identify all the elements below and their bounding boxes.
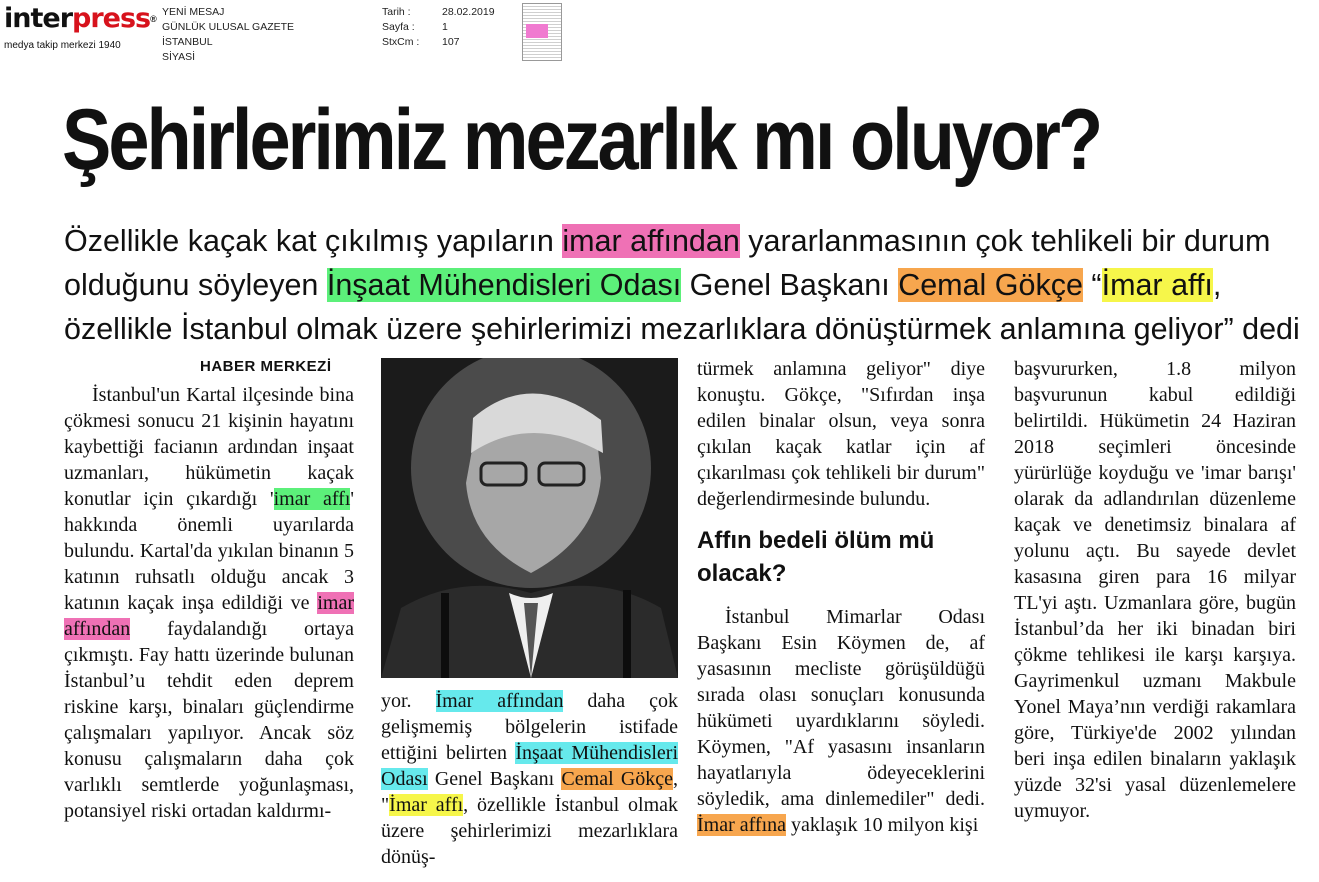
- logo-tagline: medya takip merkezi 1940: [4, 40, 121, 51]
- highlighted-term: İnşaat Mühendisleri Odası: [381, 742, 678, 790]
- thumbnail-highlight: [526, 24, 548, 38]
- meta-row-size: [382, 35, 495, 50]
- meta-value: 1: [442, 21, 448, 33]
- text-run: İstanbul Mimarlar Odası Başkanı Esin Köymen de, af yasasının mecliste görüşüldüğü sırada olası sonuçları konusunda hükümeti uyardıklarını söyledi. Köymen, "Af yasasını insanların hayatlarıyla ödeyeceklerini söyledik, ama dinlemediler" dedi.: [697, 606, 985, 810]
- subheading: Affın bedeli ölüm mü olacak?: [697, 527, 935, 587]
- publication-type: GÜNLÜK ULUSAL GAZETE: [162, 21, 295, 33]
- meta-row-date: [382, 5, 495, 20]
- highlighted-term: Cemal Gökçe: [561, 768, 674, 790]
- publication-name: YENİ MESAJ: [162, 6, 225, 18]
- text-run: Genel Başkanı: [681, 268, 899, 302]
- highlighted-term: İmar affına: [697, 814, 787, 836]
- meta-value: 107: [442, 36, 460, 48]
- highlighted-term: İmar affından: [435, 690, 564, 712]
- text-run: ' hakkında önemli uyarılarda bulundu. Kartal'da yıkılan binanın 5 katının ruhsatlı olduğu ancak 3 katının kaçak inşa edildiği ve: [64, 488, 354, 614]
- meta-key: Sayfa :: [382, 21, 415, 33]
- text-run: yararlanmasının çok tehlikeli bir durum olduğunu söyleyen: [64, 224, 1271, 302]
- meta-value: 28.02.2019: [442, 6, 495, 18]
- text-run: Özellikle kaçak kat çıkılmış yapıların: [64, 224, 563, 258]
- meta-key: StxCm :: [382, 36, 420, 48]
- paragraph: [697, 604, 985, 838]
- interpress-logo: [4, 4, 154, 60]
- paragraph: [64, 382, 354, 824]
- meta-row-page: [382, 20, 495, 35]
- column-4: [1014, 356, 1296, 824]
- clipping-meta: [382, 5, 495, 50]
- highlighted-term: imar affından: [64, 592, 354, 640]
- highlighted-term: İnşaat Mühendisleri Odası: [326, 268, 682, 302]
- highlighted-term: Cemal Gökçe: [898, 268, 1083, 302]
- text-run: “: [1082, 268, 1102, 302]
- text-run: , özellikle İstanbul olmak üzere şehirlerimizi mezarlıklara dönüştürmek anlamına geliyor” dedi: [64, 268, 1300, 346]
- headline: Şehirlerimiz mezarlık mı oluyor?: [62, 92, 1101, 188]
- paragraph: [381, 688, 678, 870]
- portrait-image: [381, 358, 678, 678]
- portrait-photo: [381, 358, 678, 678]
- paragraph: başvururken, 1.8 milyon başvurunun kabul edildiği belirtildi. Hükümetin 24 Haziran 2018 seçimleri öncesinde yürürlüğe koyduğu ve 'imar barışı' olarak da adlandırılan düzenleme kaçak ve denetimsiz binalara af yolunu açtı. Bu sayede devlet kasasına giren para 16 milyar TL'yi aştı. Uzmanlara göre, bugün İstanbul’da her iki binadan biri çökme tehlikesi ile karşı karşıya. Gayrimenkul uzmanı Makbule Yonel Maya’nın verdiği rakamlara göre, Türkiye'de 2002 yılından beri inşa edilen binaların yaklaşık yüzde 32'si yasal düzenlemelere uymuyor.: [1014, 358, 1296, 822]
- column-2: [381, 688, 678, 870]
- meta-key: Tarih :: [382, 6, 411, 18]
- text-run: , özellikle İstanbul olmak üzere şehirlerimizi mezarlıklara dönüş-: [381, 794, 678, 868]
- highlighted-term: İmar affı: [389, 794, 464, 816]
- logo-wordmark: [4, 4, 154, 34]
- byline: HABER MERKEZİ: [200, 358, 332, 375]
- highlighted-term: imar affından: [562, 224, 740, 258]
- column-1: [64, 382, 354, 824]
- text-run: daha çok gelişmemiş bölgelerin istifade ettiğini belirten: [381, 690, 678, 764]
- paragraph: türmek anlamına geliyor" diye konuştu. Gökçe, "Sıfırdan inşa edilen binalar olsun, veya sonra çıkılan kaçak katlar için af çıkarılması çok tehlikeli bir durum" değerlendirmesinde bulundu.: [697, 358, 985, 510]
- highlighted-term: imar affı: [273, 488, 351, 510]
- logo-brand-a: inter: [4, 3, 73, 34]
- column-3: [697, 356, 985, 838]
- publication-city: İSTANBUL: [162, 36, 213, 48]
- text-run: İstanbul'un Kartal ilçesinde bina çökmesi sonucu 21 kişinin hayatını kaybettiği facianın ardından inşaat uzmanları, hükümetin kaçak konutlar için çıkardığı ': [64, 384, 354, 510]
- publication-info: [162, 5, 294, 65]
- text-run: , ": [381, 768, 679, 816]
- publication-section: SİYASİ: [162, 51, 196, 63]
- text-run: yor.: [381, 690, 436, 712]
- logo-brand-b: press: [72, 3, 151, 34]
- text-run: yaklaşık 10 milyon kişi: [786, 814, 979, 836]
- text-run: faydalandığı ortaya çıkmıştı. Fay hattı üzerinde bulunan İstanbul’u tehdit eden deprem riskine karşı, binaları güçlendirme çalışmaları yapılıyor. Ancak söz konusu çalışmaların daha çok varlıklı semtlerde yoğunlaşması, potansiyel riski ortadan kaldırmı-: [64, 618, 354, 822]
- text-run: Genel Başkanı: [427, 768, 562, 790]
- page-thumbnail: [522, 3, 562, 61]
- deck: [64, 219, 1314, 351]
- highlighted-term: İmar affı: [1101, 268, 1213, 302]
- registered-mark: ®: [150, 14, 156, 24]
